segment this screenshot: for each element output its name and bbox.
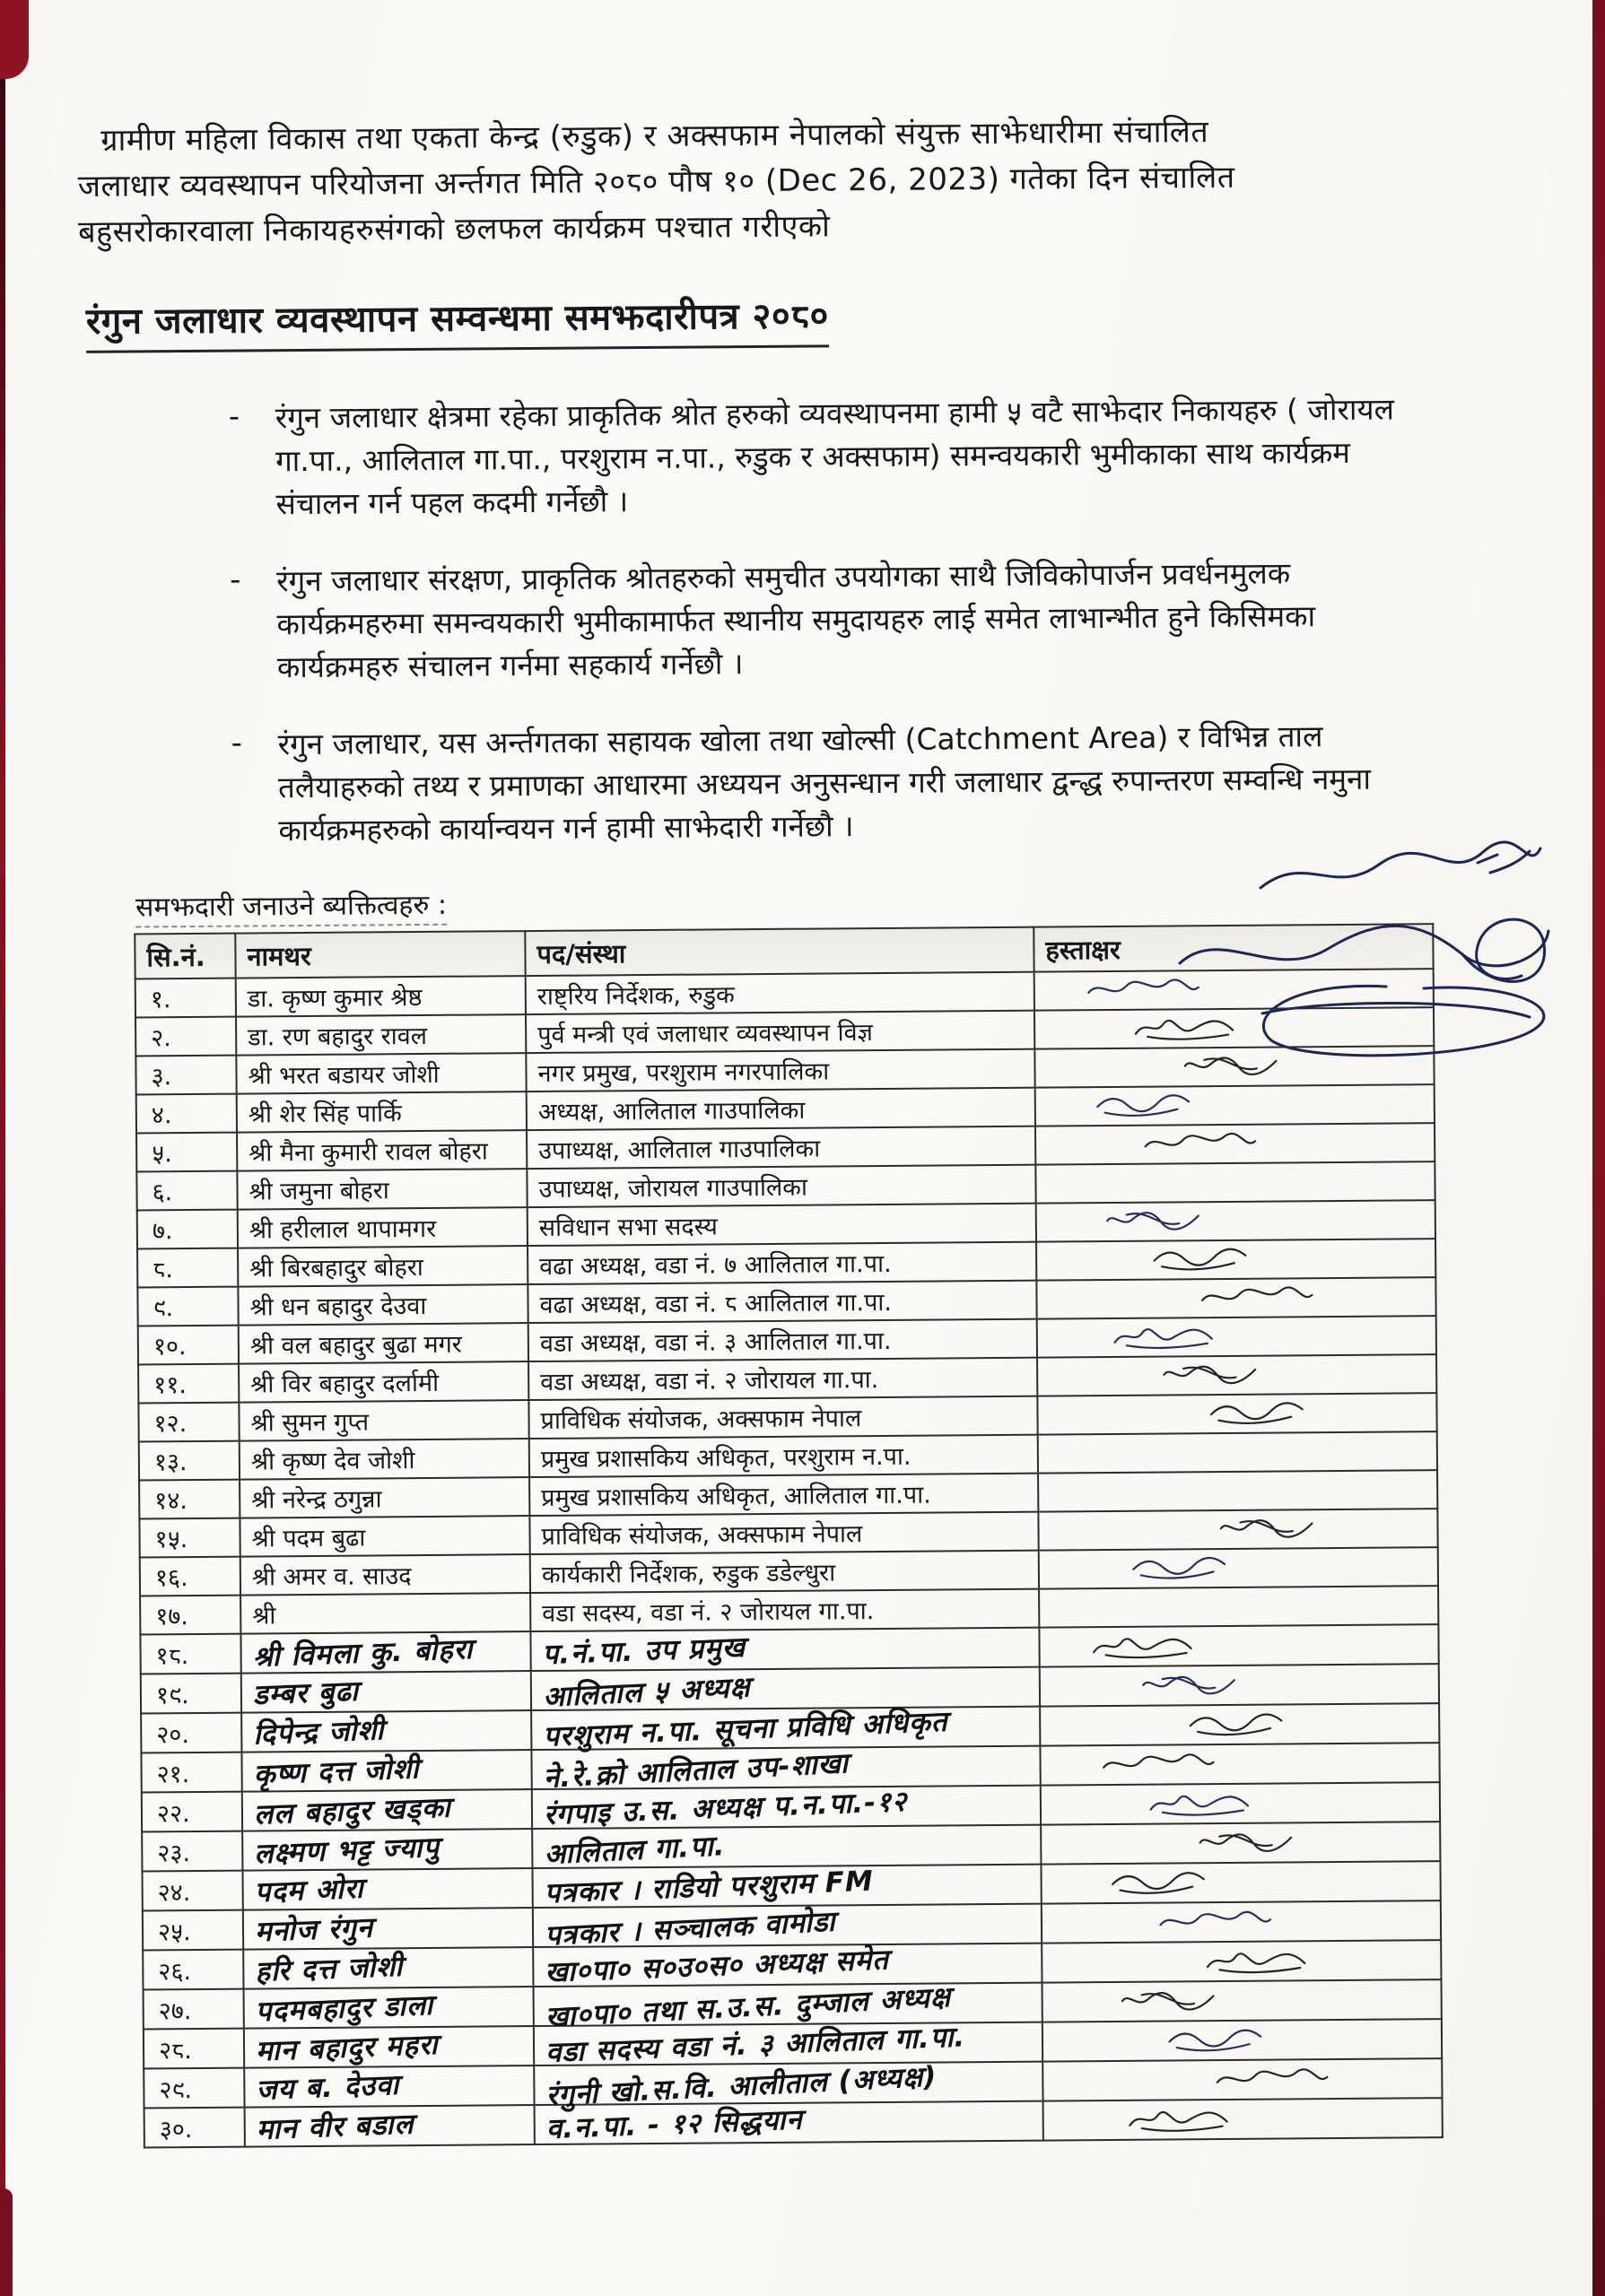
row-signature-cell	[1041, 1822, 1440, 1864]
row-position: प्रमुख प्रशासकिय अधिकृत, परशुराम न.पा.	[529, 1435, 1038, 1477]
row-position: आलिताल ५ अध्यक्ष	[531, 1667, 1040, 1710]
row-serial: २४.	[142, 1871, 242, 1911]
signature-scribble	[1082, 1208, 1243, 1236]
row-serial: ३.	[135, 1056, 236, 1095]
row-serial: ५.	[136, 1133, 237, 1172]
row-serial: १६.	[140, 1557, 240, 1596]
row-position: रंगुनी खो.स.वि. आलीताल (अध्यक्ष)	[534, 2062, 1042, 2105]
scan-corner-bottom-left-red	[0, 2188, 13, 2296]
row-signature-cell	[1042, 1979, 1441, 2022]
row-serial: २१.	[141, 1752, 241, 1793]
row-name: लक्ष्मण भट्ट ज्यापु	[242, 1829, 532, 1871]
col-header-signature: हस्ताक्षर	[1034, 924, 1433, 971]
row-name: श्री सुमन गुप्त	[239, 1400, 528, 1441]
document-title: रंगुन जलाधार व्यवस्थापन सम्वन्धमा समझदारीपत्र २०८०	[86, 289, 829, 353]
row-signature-cell	[1039, 1547, 1438, 1588]
row-serial: ३०.	[144, 2108, 245, 2148]
header-line-1: ग्रामीण महिला विकास तथा एकता केन्द्र (रुडुक) र अक्सफाम नेपालको संयुक्त साझेधारीमा संचालित	[100, 114, 1209, 159]
row-serial: २८.	[144, 2029, 244, 2069]
signature-scribble	[1145, 2027, 1306, 2055]
row-position: पुर्व मन्त्री एवं जलाधार व्यवस्थापन विज्ञ	[526, 1011, 1034, 1053]
row-position: आलिताल गा.पा.	[532, 1825, 1041, 1868]
row-serial: ४.	[136, 1094, 237, 1134]
row-position: रंगपाइ उ.स. अध्यक्ष प.न.पा.-१२	[532, 1786, 1041, 1829]
row-position: वढा अध्यक्ष, वडा नं. ८ आलिताल गा.पा.	[528, 1281, 1036, 1323]
row-name: दिपेन्द्र जोशी	[241, 1710, 531, 1752]
scan-corner-top-left-red	[0, 0, 29, 79]
row-name: मनोज रंगुन	[243, 1908, 533, 1950]
row-signature-cell	[1037, 1354, 1436, 1396]
row-name: श्री विमला कु. बोहरा	[240, 1631, 530, 1674]
signature-scribble	[1078, 1752, 1240, 1779]
row-serial: १२.	[138, 1403, 239, 1442]
row-serial: १८.	[140, 1634, 240, 1674]
row-position: खा०पा० स०उ०स० अध्यक्ष समेत	[533, 1944, 1042, 1987]
signature-scribble	[1121, 1131, 1282, 1159]
row-serial: १३.	[139, 1441, 240, 1481]
row-position: पत्रकार । राडियो परशुराम FM	[532, 1865, 1041, 1908]
row-name: श्री भरत बडायर जोशी	[236, 1053, 526, 1094]
signature-scribble	[1073, 1092, 1234, 1120]
row-position: प्राविधिक संयोजक, अक्सफाम नेपाल	[528, 1396, 1037, 1439]
row-position: अध्यक्ष, आलिताल गाउपालिका	[527, 1088, 1035, 1130]
row-name: श्री बिरबहादुर बोहरा	[238, 1246, 528, 1287]
row-signature-cell	[1036, 1239, 1435, 1280]
row-signature-cell	[1042, 1940, 1441, 1982]
row-signature-cell	[1040, 1664, 1439, 1706]
row-serial: २३.	[142, 1831, 242, 1872]
row-serial: १५.	[139, 1518, 240, 1558]
row-signature-cell	[1038, 1431, 1437, 1473]
row-serial: १७.	[140, 1596, 240, 1635]
row-signature-cell	[1042, 2058, 1442, 2100]
row-serial: ७.	[137, 1210, 238, 1249]
agreement-point-3: - रंगुन जलाधार, यस अर्न्तगतका सहायक खोला तथा खोल्सी (Catchment Area) र विभिन्न ताल तलैयाहरुको तथ्य र प्रमाणका आधारमा अध्ययन अनुसन्धान गरी जलाधार द्वन्द्ध रुपान्तरण सम्वन्धि नमुना कार्यक्रमहरुको कार्यान्वयन गर्न हामी साझेदारी गर्नेछौ ।	[277, 714, 1437, 852]
scan-edge-left-red-strip	[0, 0, 5, 2296]
signatory-table-body	[135, 969, 1443, 2147]
signature-scribble	[1088, 1870, 1250, 1898]
row-name: मान बहादुर महरा	[244, 2026, 534, 2068]
row-position: व.न.पा. - १२ सिद्धयान	[535, 2101, 1043, 2144]
row-signature-cell	[1039, 1586, 1438, 1627]
row-position: वढा अध्यक्ष, वडा नं. ७ आलिताल गा.पा.	[528, 1242, 1036, 1284]
document-content	[77, 108, 1450, 2149]
row-serial: ११.	[138, 1364, 239, 1404]
signature-scribble	[1118, 1672, 1279, 1700]
row-position: नगर प्रमुख, परशुराम नगरपालिका	[526, 1049, 1034, 1091]
row-signature-cell	[1043, 2098, 1443, 2140]
row-name: श्री कृष्ण देव जोशी	[240, 1439, 529, 1480]
row-serial: २०.	[141, 1713, 241, 1753]
signature-scribble	[1106, 2106, 1268, 2134]
row-signature-cell	[1036, 1200, 1435, 1241]
header-line-2: जलाधार व्यवस्थापन परियोजना अर्न्तगत मिति २०८० पौष १० (Dec 26, 2023) गतेका दिन संचालित	[77, 159, 1235, 204]
row-name: पदमबहादुर डाला	[244, 1987, 534, 2029]
row-signature-cell	[1037, 1316, 1436, 1357]
agreement-point-2: - रंगुन जलाधार संरक्षण, प्राकृतिक श्रोतहरुको समुचीत उपयोगका साथै जिविकोपार्जन प्रवर्धनमुलक कार्यक्रमहरुमा समन्वयकारी भुमीकामार्फत स्थानीय समुदायहरु लाई समेत लाभान्भीत हुने किसिमका कार्यक्रमहरु संचालन गर्नमा सहकार्य गर्नेछौ ।	[276, 551, 1436, 689]
row-serial: २.	[135, 1017, 236, 1057]
row-signature-cell	[1040, 1743, 1439, 1785]
row-signature-cell	[1040, 1703, 1439, 1745]
signature-scribble	[1165, 1711, 1327, 1739]
agreement-points-list	[275, 387, 1438, 852]
row-signature-cell	[1041, 1782, 1440, 1824]
row-signature-cell	[1035, 1161, 1435, 1203]
row-name: डा. रण बहादुर रावल	[236, 1014, 526, 1056]
col-header-serial: सि.नं.	[135, 934, 235, 979]
row-name: श्री वल बहादुर बुढा मगर	[239, 1323, 528, 1364]
row-position: वडा अध्यक्ष, वडा नं. २ जोरायल गा.पा.	[528, 1358, 1037, 1400]
agreement-point-1: - रंगुन जलाधार क्षेत्रमा रहेका प्राकृतिक श्रोत हरुको व्यवस्थापनमा हामी ५ वटै साझेदार निकायहरु ( जोरायल गा.पा., आलिताल गा.पा., परशुराम न.पा., रुडुक र अक्सफाम) समन्वयकारी भुमीकाका साथ कार्यक्रम संचालन गर्न पहल कदमी गर्नेछौ ।	[275, 387, 1435, 526]
row-position: प्राविधिक संयोजक, अक्सफाम नेपाल	[529, 1512, 1038, 1554]
signature-scribble	[1097, 1987, 1259, 2015]
row-name: मान वीर बडाल	[245, 2105, 535, 2147]
row-serial: ६.	[136, 1171, 237, 1211]
row-position: सविधान सभा सदस्य	[528, 1204, 1036, 1246]
row-signature-cell	[1039, 1624, 1438, 1666]
signature-scribble	[1109, 1555, 1270, 1583]
row-name: श्री	[240, 1593, 530, 1634]
row-position: पत्रकार । सञ्चालक वामोडा	[533, 1904, 1042, 1947]
signature-scribble	[1177, 1284, 1339, 1312]
row-serial: ९.	[137, 1287, 238, 1326]
row-serial: २९.	[144, 2068, 244, 2109]
row-name: श्री हरीलाल थापामगर	[238, 1207, 528, 1248]
row-serial: २५.	[143, 1910, 243, 1951]
row-name: श्री मैना कुमारी रावल बोहरा	[237, 1130, 527, 1171]
signature-scribble	[1069, 1633, 1231, 1661]
row-serial: १.	[135, 978, 236, 1018]
row-serial: १४.	[139, 1480, 240, 1519]
signature-scribble	[1136, 1909, 1297, 1936]
signature-scribble	[1174, 1830, 1336, 1857]
row-name: श्री विर बहादुर दर्लामी	[239, 1361, 528, 1403]
row-signature-cell	[1035, 1123, 1435, 1164]
row-position: राष्ट्रिय निर्देशक, रुडुक	[526, 972, 1034, 1014]
signature-scribble	[1195, 1516, 1356, 1544]
row-name: कृष्ण दत्त जोशी	[241, 1750, 531, 1792]
row-name: डम्बर बुढा	[241, 1671, 531, 1713]
signature-scribble	[1138, 1362, 1300, 1390]
row-signature-cell	[1036, 1277, 1435, 1318]
row-name: जय ब. देउवा	[244, 2066, 534, 2108]
row-position: वडा अध्यक्ष, वडा नं. ३ आलिताल गा.पा.	[528, 1319, 1037, 1361]
row-signature-cell	[1037, 1393, 1436, 1434]
col-header-name: नामथर	[235, 931, 525, 978]
row-serial: २२.	[142, 1792, 242, 1832]
row-serial: १९.	[141, 1674, 241, 1714]
row-position: वडा सदस्य वडा नं. ३ आलिताल गा.पा.	[534, 2022, 1042, 2066]
row-position: उपाध्यक्ष, जोरायल गाउपालिका	[527, 1165, 1035, 1207]
row-serial: १०.	[138, 1326, 239, 1365]
signature-scribble	[1091, 1324, 1252, 1352]
row-name: श्री नरेन्द्र ठगुन्ना	[240, 1477, 529, 1518]
col-header-position: पद/संस्था	[525, 927, 1034, 976]
row-position: उपाध्यक्ष, आलिताल गाउपालिका	[527, 1126, 1035, 1169]
signatories-label: समझदारी जनाउने ब्यक्तित्वहरु :	[135, 885, 447, 928]
row-position: प.नं.पा. उप प्रमुख	[530, 1628, 1039, 1671]
signature-scribble	[1127, 1790, 1288, 1818]
row-position: प्रमुख प्रशासकिय अधिकृत, आलिताल गा.पा.	[529, 1474, 1038, 1516]
signature-scribble	[1183, 1948, 1345, 1976]
row-signature-cell	[1042, 2019, 1442, 2061]
row-name: डा. कृष्ण कुमार श्रेष्ठ	[236, 976, 526, 1017]
row-serial: २६.	[143, 1950, 243, 1990]
row-position: वडा सदस्य, वडा नं. २ जोरायल गा.पा.	[530, 1589, 1039, 1631]
row-name: श्री शेर सिंह पार्कि	[237, 1091, 527, 1133]
row-signature-cell	[1041, 1861, 1440, 1903]
row-signature-cell	[1035, 1084, 1435, 1126]
row-position: ने.रे.क्रो आलिताल उप-शाखा	[531, 1746, 1040, 1789]
row-name: श्री अमर व. साउद	[240, 1554, 530, 1596]
row-name: श्री पदम बुढा	[240, 1516, 529, 1557]
signature-scribble	[1186, 1400, 1348, 1428]
row-position: परशुराम न.पा. सूचना प्रविधि अधिकृत	[531, 1707, 1040, 1750]
signature-flourish-large-3	[1207, 967, 1566, 1070]
signatory-table	[134, 923, 1444, 2148]
row-position: कार्यकारी निर्देशक, रुडुक डडेल्धुरा	[530, 1551, 1039, 1593]
row-name: लल बहादुर खड्का	[242, 1789, 532, 1831]
row-signature-cell	[1042, 1900, 1441, 1943]
scan-edge-right-red-strip	[1592, 0, 1605, 2296]
row-name: श्री जमुना बोहरा	[237, 1169, 527, 1210]
row-serial: २७.	[144, 1989, 244, 2030]
row-serial: ८.	[137, 1248, 238, 1288]
row-name: हरि दत्त जोशी	[243, 1947, 533, 1989]
signature-scribble	[1130, 1247, 1291, 1274]
row-position: खा०पा० तथा स.उ.स. दुम्जाल अध्यक्ष	[534, 1983, 1042, 2026]
signature-scribble	[1192, 2066, 1354, 2094]
row-signature-cell	[1038, 1470, 1437, 1511]
header-line-3: बहुसरोकारवाला निकायहरुसंगको छलफल कार्यक्रम पश्चात गरीएको	[77, 208, 831, 250]
row-name: श्री धन बहादुर देउवा	[238, 1284, 528, 1326]
row-name: पदम ओरा	[242, 1868, 532, 1910]
row-signature-cell	[1038, 1509, 1437, 1550]
